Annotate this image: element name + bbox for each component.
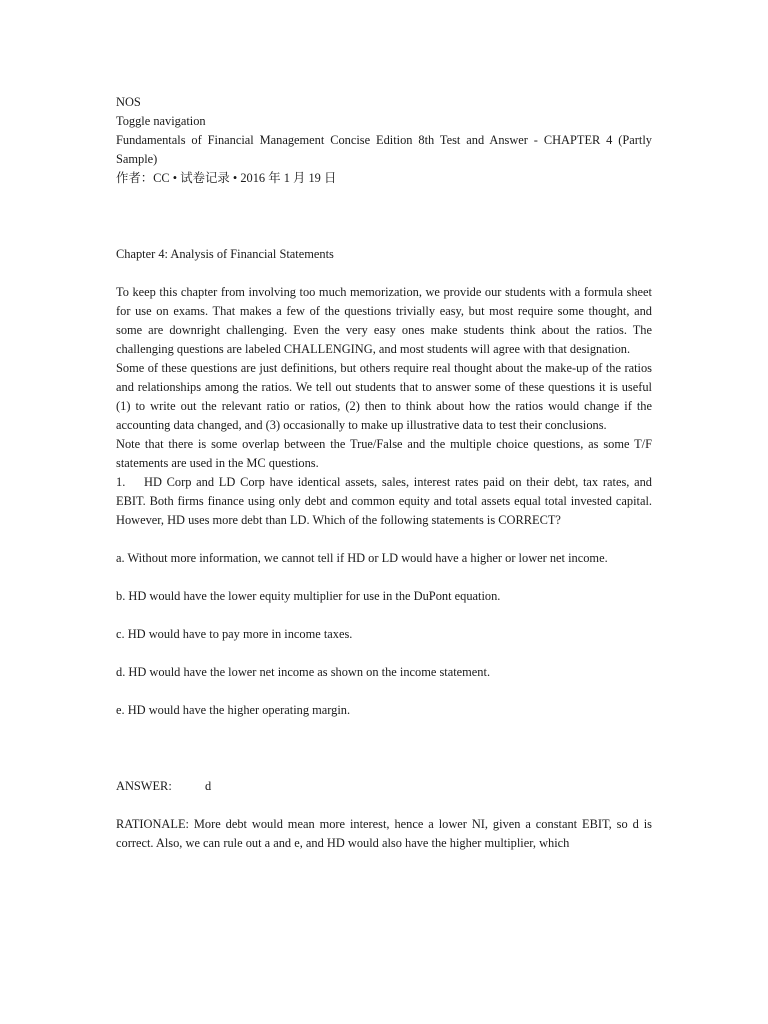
site-name[interactable]: NOS xyxy=(116,95,141,109)
overlap-paragraph: Note that there is some overlap between the True/False and the multiple choice questions, as some T/F statements are used in the MC questions. xyxy=(116,437,652,470)
spacer xyxy=(116,188,652,245)
rationale-paragraph: RATIONALE: More debt would mean more interest, hence a lower NI, given a constant EBIT, so d is correct. Also, we can rule out a and e, and HD would also have the higher multiplier, which xyxy=(116,817,652,850)
option-b: b. HD would have the lower equity multiplier for use in the DuPont equation. xyxy=(116,589,501,603)
definitions-paragraph: Some of these questions are just definitions, but others require real thought about the make-up of the ratios and relationships among the ratios. We tell out students that to answer some of these questions it is useful (1) to write out the relevant ratio or ratios, (2) then to think about how the ratios would change if the accounting data changed, and (3) occasionally to make up illustrative data to test their conclusions. xyxy=(116,361,652,432)
spacer xyxy=(116,644,652,663)
answer-label: ANSWER: xyxy=(116,779,172,793)
question-number: 1. xyxy=(116,475,126,489)
page-title: Fundamentals of Financial Management Concise Edition 8th Test and Answer - CHAPTER 4 (Partly Sample) xyxy=(116,133,652,166)
answer-value: d xyxy=(205,779,212,793)
question-text: HD Corp and LD Corp have identical assets, sales, interest rates paid on their debt, tax rates, and EBIT. Both firms finance using only debt and common equity and total assets equal total invested capital. However, HD uses more debt than LD. Which of the following statements is CORRECT? xyxy=(116,475,652,527)
option-c: c. HD would have to pay more in income taxes. xyxy=(116,627,353,641)
spacer xyxy=(116,264,652,283)
spacer xyxy=(116,530,652,549)
article-meta: 作者：CC • 试卷记录 • 2016 年 1 月 19 日 xyxy=(116,171,337,185)
intro-paragraph: To keep this chapter from involving too much memorization, we provide our students with a formula sheet for use on exams. That makes a few of the questions trivially easy, but most require some thought, and some are downright challenging. Even the very easy ones make students think about the ratios. The challenging questions are labeled CHALLENGING, and most students will agree with that designation. xyxy=(116,285,652,356)
spacer xyxy=(116,796,652,815)
option-e: e. HD would have the higher operating margin. xyxy=(116,703,351,717)
spacer xyxy=(116,720,652,777)
toggle-navigation-link[interactable]: Toggle navigation xyxy=(116,114,206,128)
answer-row xyxy=(116,777,652,796)
question-1 xyxy=(116,473,652,530)
spacer xyxy=(116,606,652,625)
option-a: a. Without more information, we cannot tell if HD or LD would have a higher or lower net income. xyxy=(116,551,608,565)
spacer xyxy=(116,682,652,701)
spacer xyxy=(116,568,652,587)
document-page xyxy=(116,93,652,853)
option-d: d. HD would have the lower net income as shown on the income statement. xyxy=(116,665,491,679)
chapter-heading: Chapter 4: Analysis of Financial Statements xyxy=(116,247,334,261)
